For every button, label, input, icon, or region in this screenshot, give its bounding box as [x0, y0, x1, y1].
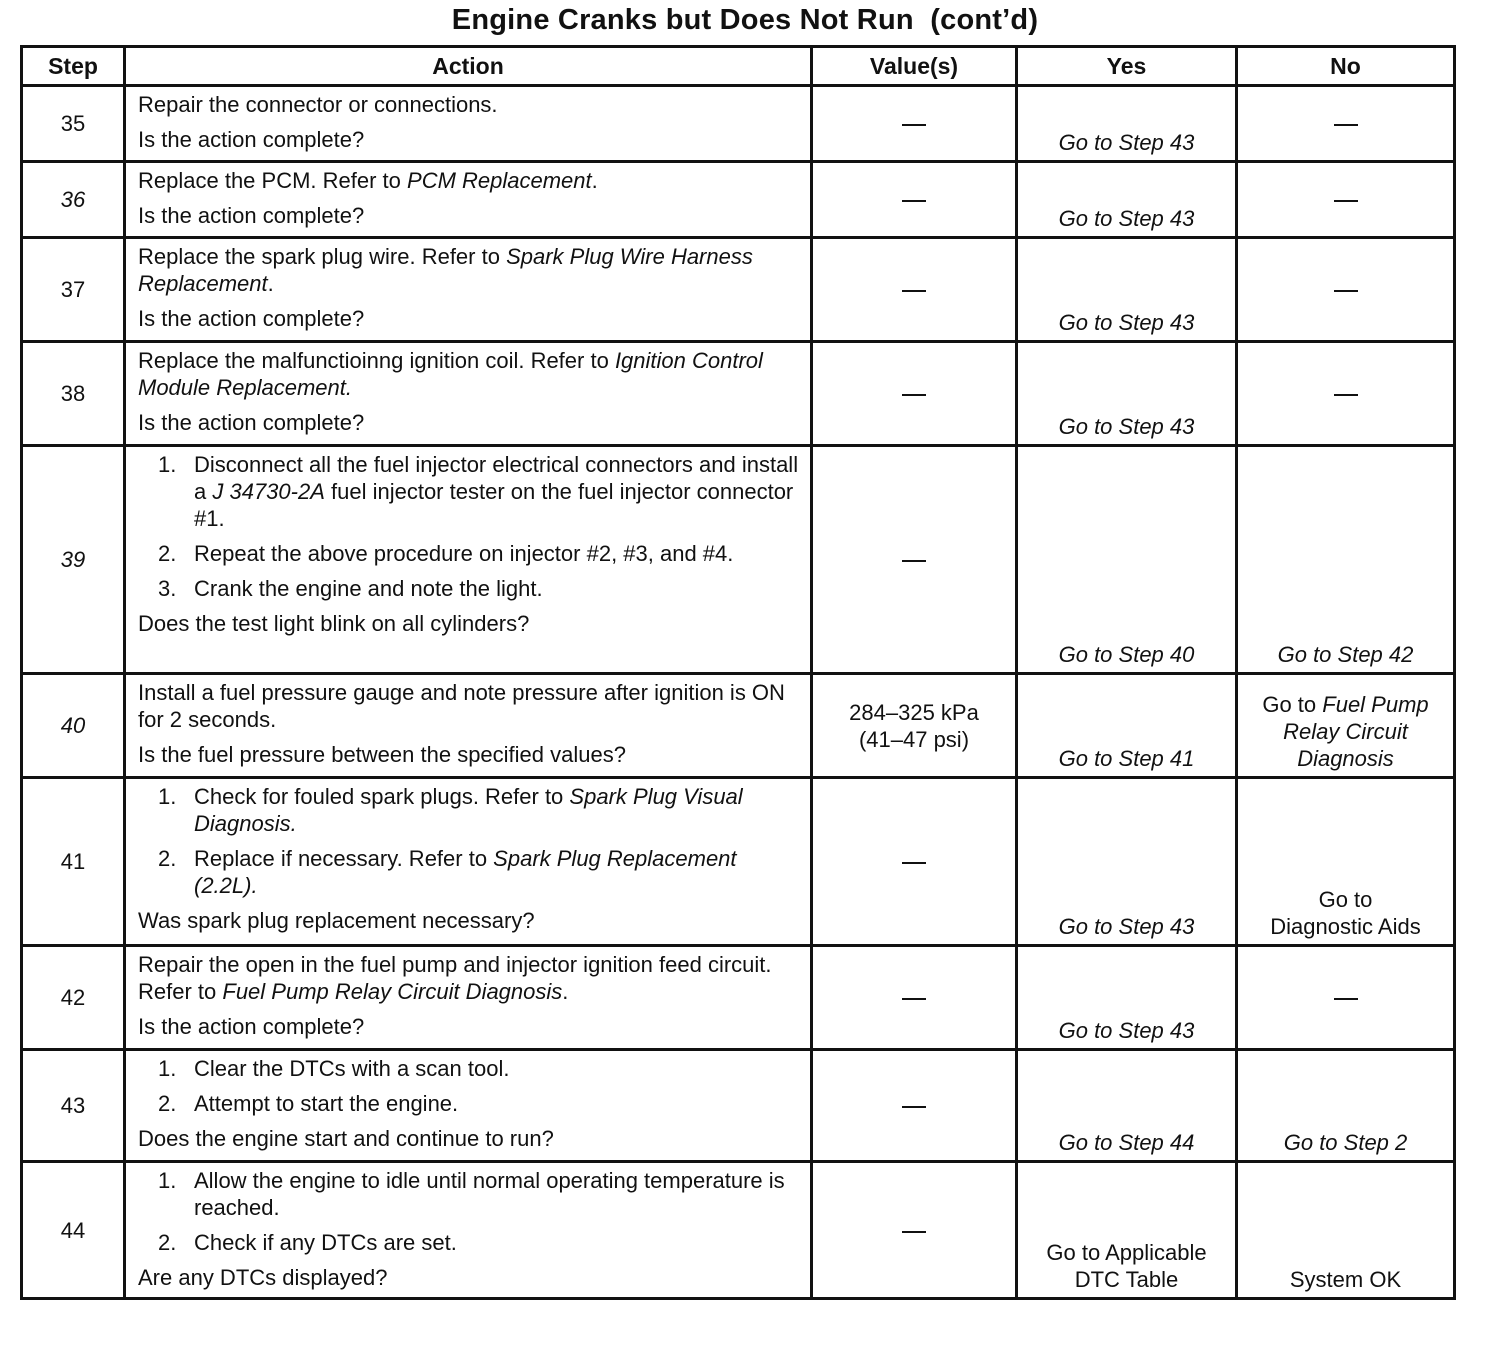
- action-cell: [125, 446, 812, 674]
- value-cell: [812, 674, 1017, 778]
- list-item: 2. Check if any DTCs are set.: [158, 1230, 457, 1255]
- header-yes: Yes: [1017, 47, 1237, 86]
- step-number: 44: [22, 1162, 125, 1299]
- table-row: [22, 946, 1455, 1050]
- reference-link: Spark Plug Replacement (2.2L).: [194, 846, 737, 898]
- action-question: Is the action complete?: [138, 1014, 365, 1039]
- step-number: 42: [22, 946, 125, 1050]
- header-action: Action: [125, 47, 812, 86]
- no-cell: [1237, 162, 1455, 238]
- yes-cell: Go to Step 43: [1017, 162, 1237, 238]
- value-cell: [812, 446, 1017, 674]
- no-cell: Go to Step 2: [1237, 1050, 1455, 1162]
- step-number: 40: [22, 674, 125, 778]
- action-question: Does the engine start and continue to run?: [138, 1126, 554, 1151]
- value-kpa: 284–325 kPa: [849, 699, 979, 725]
- action-question: Is the action complete?: [138, 306, 365, 331]
- yes-cell: Go to Step 40: [1017, 446, 1237, 674]
- no-cell: System OK: [1237, 1162, 1455, 1299]
- value-cell: [812, 778, 1017, 946]
- action-cell: [125, 162, 812, 238]
- no-cell: [1237, 946, 1455, 1050]
- dash-mark: [902, 394, 926, 396]
- step-number: 35: [22, 86, 125, 162]
- diagnostic-table: [20, 45, 1456, 1300]
- list-item: 1. Clear the DTCs with a scan tool.: [158, 1056, 510, 1081]
- action-cell: [125, 86, 812, 162]
- dash-mark: [902, 1106, 926, 1108]
- value-psi: (41–47 psi): [858, 726, 970, 752]
- yes-cell: Go to Step 43: [1017, 946, 1237, 1050]
- action-cell: [125, 342, 812, 446]
- list-item: 3. Crank the engine and note the light.: [158, 576, 543, 601]
- action-cell: [125, 238, 812, 342]
- no-cell: [1237, 238, 1455, 342]
- no-cell: Go to Step 42: [1237, 446, 1455, 674]
- list-item: 1. Disconnect all the fuel injector electrical connectors and install a J 34730-2A fuel injector tester on the fuel injector connector #1.: [158, 452, 799, 531]
- action-cell: [125, 1162, 812, 1299]
- action-text: Replace the spark plug wire. Refer to Spark Plug Wire Harness Replacement.: [138, 244, 753, 296]
- yes-cell: Go to Step 43: [1017, 342, 1237, 446]
- action-question: Is the action complete?: [138, 203, 365, 228]
- action-text: Install a fuel pressure gauge and note pressure after ignition is ON for 2 seconds.: [138, 680, 785, 732]
- yes-cell: Go to Step 43: [1017, 86, 1237, 162]
- step-number: 37: [22, 238, 125, 342]
- table-row: [22, 446, 1455, 674]
- reference-link: Spark Plug Wire Harness Replacement: [138, 244, 753, 296]
- action-question: Is the action complete?: [138, 127, 365, 152]
- yes-cell: Go to Step 41: [1017, 674, 1237, 778]
- action-cell: [125, 946, 812, 1050]
- step-number: 38: [22, 342, 125, 446]
- no-cell: [1237, 342, 1455, 446]
- no-cell: Go to Diagnostic Aids: [1237, 778, 1455, 946]
- reference-link: Fuel Pump Relay Circuit Diagnosis: [1283, 692, 1429, 771]
- yes-cell: Go to Step 43: [1017, 238, 1237, 342]
- procedure-list: [138, 1167, 800, 1256]
- action-question: Does the test light blink on all cylinders?: [138, 611, 530, 636]
- yes-cell: Go to Step 43: [1017, 778, 1237, 946]
- table-row: [22, 1050, 1455, 1162]
- dash-mark: [1334, 200, 1358, 202]
- yes-cell: Go to Applicable DTC Table: [1017, 1162, 1237, 1299]
- procedure-list: [138, 783, 800, 899]
- table-row: [22, 1162, 1455, 1299]
- reference-link: Spark Plug Visual Diagnosis.: [194, 784, 743, 836]
- action-text: Replace the PCM. Refer to PCM Replacement.: [138, 168, 598, 193]
- reference-link: PCM Replacement: [407, 168, 592, 193]
- list-item: 1. Allow the engine to idle until normal operating temperature is reached.: [158, 1168, 785, 1220]
- action-question: Are any DTCs displayed?: [138, 1265, 388, 1290]
- header-no: No: [1237, 47, 1455, 86]
- list-item: 2. Attempt to start the engine.: [158, 1091, 459, 1116]
- dash-mark: [902, 862, 926, 864]
- dash-mark: [1334, 290, 1358, 292]
- action-question: Is the action complete?: [138, 410, 365, 435]
- dash-mark: [902, 200, 926, 202]
- value-cell: [812, 86, 1017, 162]
- table-row: [22, 238, 1455, 342]
- dash-mark: [902, 998, 926, 1000]
- step-number: 41: [22, 778, 125, 946]
- action-text: Repair the connector or connections.: [138, 92, 498, 117]
- value-cell: [812, 342, 1017, 446]
- procedure-list: [138, 1055, 800, 1117]
- dash-mark: [1334, 998, 1358, 1000]
- action-cell: [125, 674, 812, 778]
- dash-mark: [902, 124, 926, 126]
- action-question: Was spark plug replacement necessary?: [138, 908, 535, 933]
- dash-mark: [902, 290, 926, 292]
- no-cell: [1237, 86, 1455, 162]
- value-cell: [812, 238, 1017, 342]
- procedure-list: [138, 451, 800, 602]
- list-item: 1. Check for fouled spark plugs. Refer to Spark Plug Visual Diagnosis.: [158, 784, 743, 836]
- step-number: 39: [22, 446, 125, 674]
- dash-mark: [902, 560, 926, 562]
- value-cell: [812, 1162, 1017, 1299]
- reference-link: Fuel Pump Relay Circuit Diagnosis: [222, 979, 563, 1004]
- value-cell: [812, 162, 1017, 238]
- table-row: [22, 778, 1455, 946]
- step-number: 43: [22, 1050, 125, 1162]
- action-text: Repair the open in the fuel pump and injector ignition feed circuit. Refer to Fuel Pump Relay Circuit Diagnosis.: [138, 952, 772, 1004]
- tool-reference: J 34730-2A: [212, 479, 325, 504]
- table-row: [22, 86, 1455, 162]
- dash-mark: [1334, 124, 1358, 126]
- action-cell: [125, 1050, 812, 1162]
- reference-link: Ignition Control Module Replacement.: [138, 348, 763, 400]
- table-header-row: [22, 47, 1455, 86]
- dash-mark: [902, 1231, 926, 1233]
- action-text: Replace the malfunctioinng ignition coil. Refer to Ignition Control Module Replacement.: [138, 348, 763, 400]
- yes-cell: Go to Step 44: [1017, 1050, 1237, 1162]
- table-row: [22, 674, 1455, 778]
- table-row: [22, 342, 1455, 446]
- value-cell: [812, 946, 1017, 1050]
- action-cell: [125, 778, 812, 946]
- step-number: 36: [22, 162, 125, 238]
- list-item: 2. Replace if necessary. Refer to Spark Plug Replacement (2.2L).: [158, 846, 737, 898]
- no-cell: Go to Fuel Pump Relay Circuit Diagnosis: [1237, 674, 1455, 778]
- page-title: Engine Cranks but Does Not Run (cont’d): [451, 4, 1039, 36]
- value-cell: [812, 1050, 1017, 1162]
- header-step: Step: [22, 47, 125, 86]
- dash-mark: [1334, 394, 1358, 396]
- list-item: 2. Repeat the above procedure on injector #2, #3, and #4.: [158, 541, 734, 566]
- table-row: [22, 162, 1455, 238]
- header-values: Value(s): [812, 47, 1017, 86]
- action-question: Is the fuel pressure between the specified values?: [138, 742, 626, 767]
